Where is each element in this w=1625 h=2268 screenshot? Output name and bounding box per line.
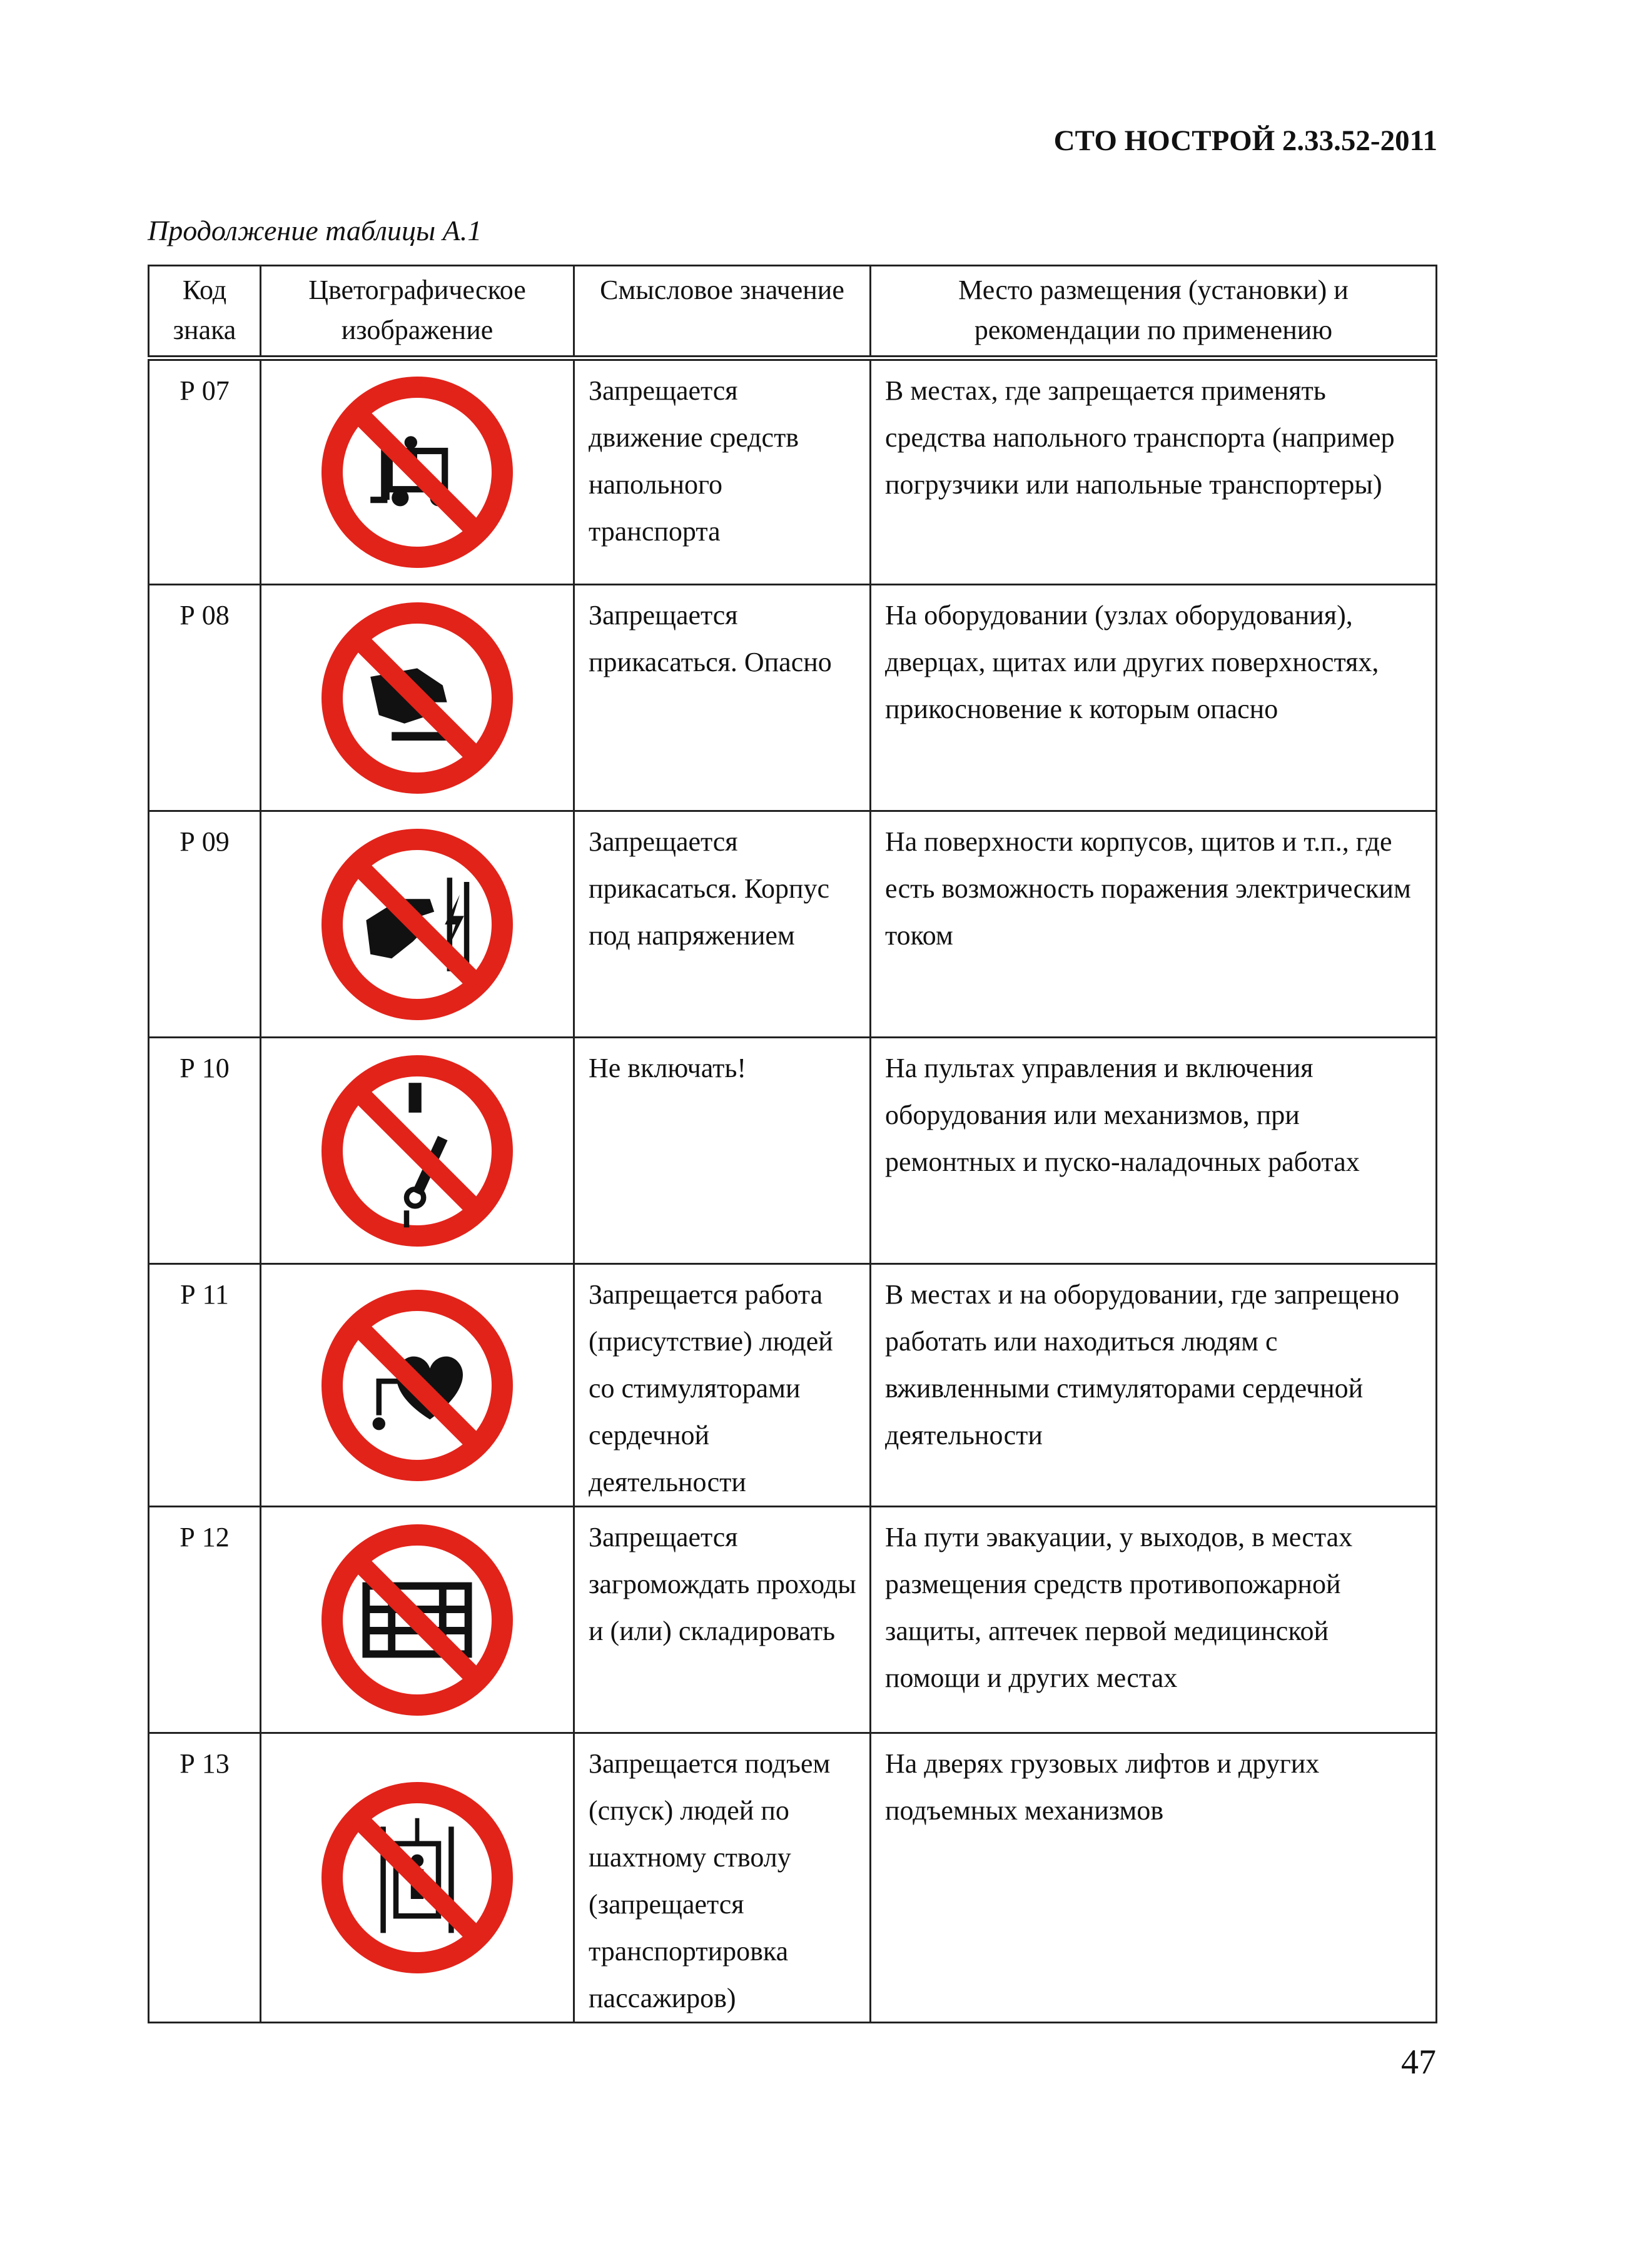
no-pacemakers-sign-icon (311, 1279, 524, 1492)
sign-placement: На поверхности корпусов, щитов и т.п., где есть возможность поражения электрическим током (871, 811, 1437, 1038)
do-not-switch-on-sign-icon (311, 1045, 524, 1257)
no-touching-live-housing-sign-icon (311, 818, 524, 1031)
table-row (149, 358, 1437, 585)
sign-code: Р 10 (149, 1038, 261, 1264)
sign-meaning: Запрещается работа (присутствие) людей со стимуляторами сердечной деятельности (574, 1264, 871, 1507)
table-row (149, 1507, 1437, 1733)
sign-code: Р 09 (149, 811, 261, 1038)
no-forklift-sign-icon (311, 366, 524, 579)
table-row (149, 585, 1437, 811)
sign-placement: На оборудовании (узлах оборудования), дверцах, щитах или других поверхностях, прикосновение к которым опасно (871, 585, 1437, 811)
sign-placement: На пути эвакуации, у выходов, в местах размещения средств противопожарной защиты, аптечек первой медицинской помощи и других местах (871, 1507, 1437, 1733)
sign-placement: На дверях грузовых лифтов и других подъемных механизмов (871, 1733, 1437, 2023)
signs-table (148, 265, 1437, 2023)
table-header-row (149, 266, 1437, 358)
sign-code: Р 08 (149, 585, 261, 811)
table-caption: Продолжение таблицы А.1 (148, 215, 482, 246)
column-header-code: Код знака (149, 266, 261, 358)
sign-meaning: Запрещается загромождать проходы и (или) складировать (574, 1507, 871, 1733)
table-row (149, 811, 1437, 1038)
table-row (149, 1264, 1437, 1507)
sign-placement: В местах и на оборудовании, где запрещено работать или находиться людям с вживленными стимуляторами сердечной деятельности (871, 1264, 1437, 1507)
sign-code: Р 07 (149, 358, 261, 585)
sign-meaning: Запрещается движение средств напольного транспорта (574, 358, 871, 585)
page-number: 47 (1401, 2043, 1436, 2082)
table-row (149, 1038, 1437, 1264)
column-header-image: Цветографическое изображение (261, 266, 574, 358)
no-touching-sign-icon (311, 592, 524, 804)
table-row (149, 1733, 1437, 2023)
sign-meaning: Не включать! (574, 1038, 871, 1264)
sign-meaning: Запрещается прикасаться. Опасно (574, 585, 871, 811)
sign-meaning: Запрещается прикасаться. Корпус под напряжением (574, 811, 871, 1038)
no-obstruction-sign-icon (311, 1514, 524, 1726)
no-personnel-lift-sign-icon (311, 1771, 524, 1984)
document-code: СТО НОСТРОЙ 2.33.52-2011 (1053, 124, 1437, 157)
sign-code: Р 13 (149, 1733, 261, 2023)
sign-code: Р 12 (149, 1507, 261, 1733)
column-header-placement: Место размещения (установки) и рекомендации по применению (871, 266, 1437, 358)
sign-code: Р 11 (149, 1264, 261, 1507)
column-header-meaning: Смысловое значение (574, 266, 871, 358)
sign-placement: На пультах управления и включения оборудования или механизмов, при ремонтных и пуско-наладочных работах (871, 1038, 1437, 1264)
sign-placement: В местах, где запрещается применять средства напольного транспорта (например погрузчики или напольные транспортеры) (871, 358, 1437, 585)
sign-meaning: Запрещается подъем (спуск) людей по шахтному стволу (запрещается транспортировка пассажиров) (574, 1733, 871, 2023)
